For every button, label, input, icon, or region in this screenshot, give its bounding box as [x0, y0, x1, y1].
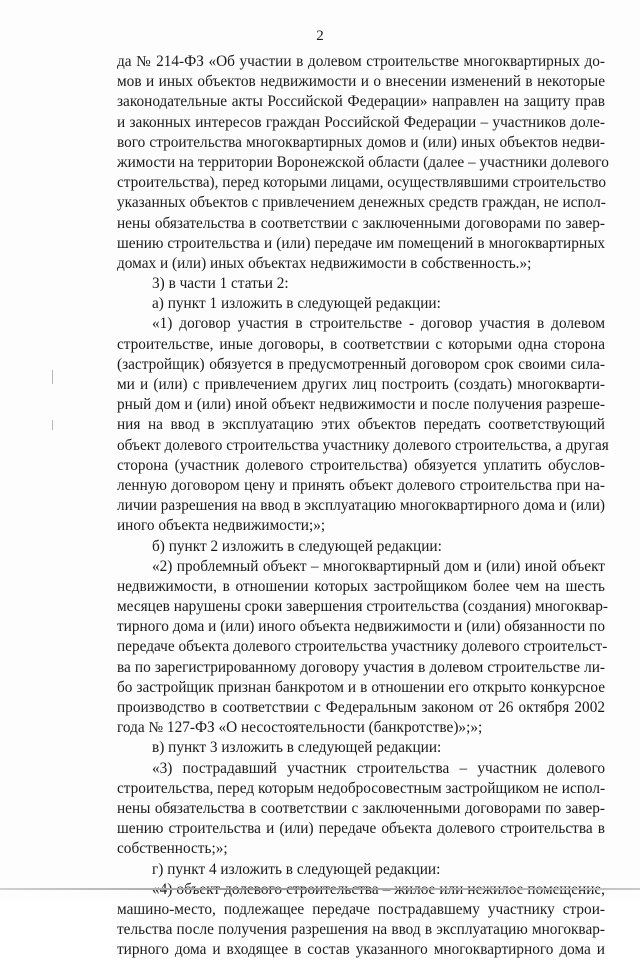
text-line: да № 214-ФЗ «Об участии в долевом строительстве многоквартирных до- — [117, 53, 605, 70]
text-line: ми и (или) с привлечением других лиц построить (создать) многокварти- — [117, 376, 605, 393]
text-line: ва по зарегистрированному договору участия в долевом строительстве ли- — [117, 658, 605, 676]
text-line: собственность;»; — [117, 840, 228, 858]
text-line: личии разрешения на ввод в эксплуатацию многоквартирного дома и (или) — [117, 497, 605, 515]
text-line: (застройщик) обязуется в предусмотренный договором срок своими сила- — [117, 355, 605, 373]
text-line: объект долевого строительства участнику долевого строительства, а другая — [117, 436, 609, 454]
text-line: строительстве, иные договоры, в соответствии с которыми одна сторона — [117, 335, 605, 353]
scan-mark — [52, 420, 53, 430]
text-line: «3) пострадавший участник строительства – участник долевого — [152, 759, 605, 777]
text-line: указанных объектов с привлечением денежных средств граждан, не испол- — [117, 194, 606, 212]
text-line: месяцев нарушены сроки завершения строительства (создания) многоквар- — [117, 598, 608, 616]
text-line: шению строительства и (или) передаче объекта долевого строительства в — [117, 820, 605, 838]
text-line: недвижимости, в отношении которых застройщиком более чем на шесть — [117, 577, 605, 595]
text-line: рный дом и (или) иной объект недвижимости и после получения разреше- — [117, 396, 605, 414]
scan-mark — [52, 370, 53, 384]
text-line: строительства, перед которым недобросовестным застройщиком не испол- — [117, 779, 606, 797]
document-body — [117, 52, 609, 960]
text-line: тирного дома и входящее в состав указанного многоквартирного дома и — [117, 941, 605, 959]
text-line: тельства после получения разрешения на ввод в эксплуатацию многоквар- — [117, 921, 605, 939]
text-line: мов и иных объектов недвижимости и о внесении изменений в некоторые — [117, 73, 605, 91]
text-line: сторона (участник долевого строительства) обязуется уплатить обуслов- — [117, 456, 605, 474]
text-line: ния на ввод в эксплуатацию этих объектов передать соответствующий — [117, 416, 605, 434]
text-line: вого строительства многоквартирных домов и (или) иных объектов недви- — [117, 133, 605, 151]
scan-bottom-edge — [0, 888, 640, 890]
text-line: бо застройщик признан банкротом и в отношении его открыто конкурсное — [117, 678, 605, 696]
text-line: жимости на территории Воронежской области (далее – участники долевого — [117, 153, 609, 171]
text-line: «2) проблемный объект – многоквартирный дом и (или) иной объект — [152, 557, 605, 575]
text-line: в) пункт 3 изложить в следующей редакции: — [152, 739, 442, 757]
text-line: машино-место, подлежащее передаче пострадавшему участнику строи- — [117, 900, 605, 918]
text-line: передаче объекта долевого строительства участнику долевого строительст- — [117, 638, 608, 656]
page-number: 2 — [316, 28, 324, 44]
text-line: строительства), перед которыми лицами, осуществлявшими строительство — [117, 174, 606, 192]
text-line: 3) в части 1 статьи 2: — [152, 275, 289, 293]
text-line: года № 127-ФЗ «О несостоятельности (банкротстве)»;»; — [117, 719, 483, 737]
text-line: тирного дома и (или) иного объекта недвижимости и (или) обязанности по — [117, 618, 605, 636]
text-line: производство в соответствии с Федеральным законом от 26 октября 2002 — [117, 699, 605, 716]
text-line: нены обязательства в соответствии с заключенными договорами по завер- — [117, 799, 605, 817]
text-line: а) пункт 1 изложить в следующей редакции: — [152, 295, 441, 313]
text-line: «1) договор участия в строительстве - договор участия в долевом — [152, 315, 605, 333]
text-line: г) пункт 4 изложить в следующей редакции: — [152, 860, 441, 878]
text-line: шению строительства и (или) передаче им помещений в многоквартирных — [117, 234, 605, 252]
text-line: домах и (или) иных объектах недвижимости в собственность.»; — [117, 254, 532, 272]
text-line: законодательные акты Российской Федерации» направлен на защиту прав — [117, 93, 605, 111]
text-line: и законных интересов граждан Российской Федерации – участников доле- — [117, 113, 605, 131]
text-line: б) пункт 2 изложить в следующей редакции: — [152, 537, 442, 555]
text-line: ленную договором цену и принять объект долевого строительства при на- — [117, 476, 605, 494]
text-line: нены обязательства в соответствии с заключенными договорами по завер- — [117, 214, 605, 232]
text-line: иного объекта недвижимости;»; — [117, 517, 326, 535]
